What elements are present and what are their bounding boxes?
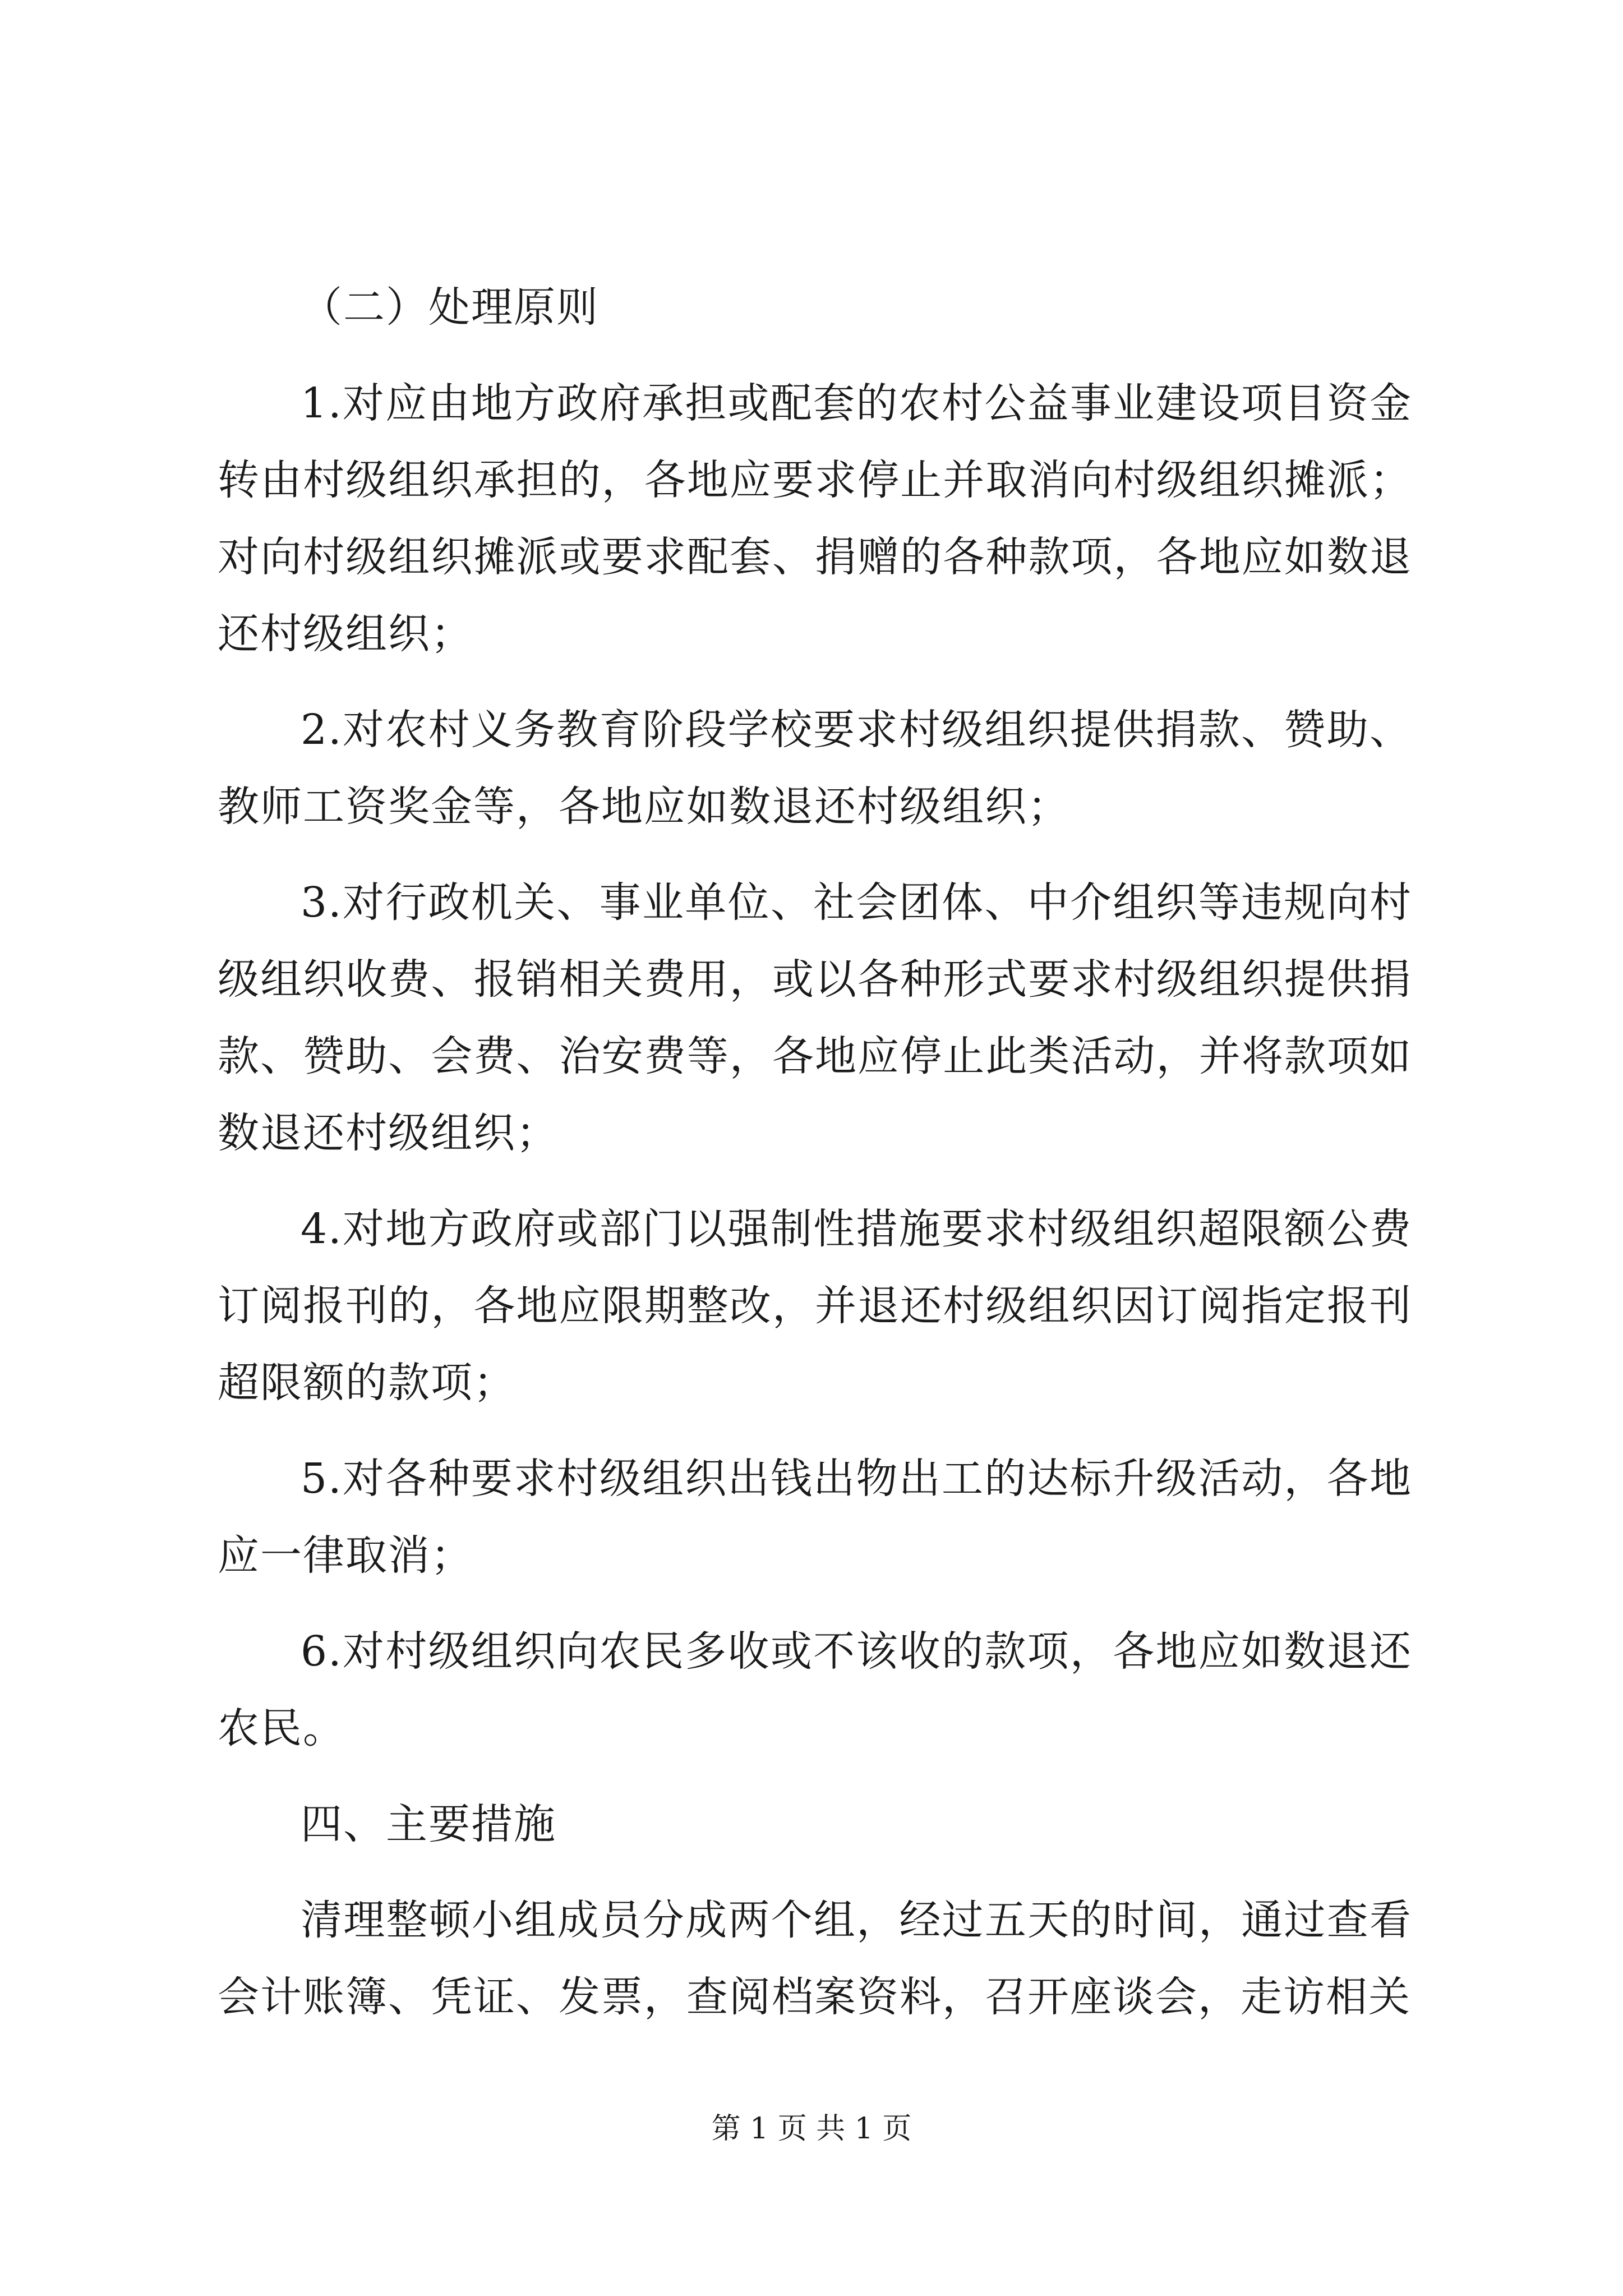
principle-item-6: 6.对村级组织向农民多收或不该收的款项，各地应如数退还农民。: [218, 1627, 1412, 1752]
principle-item-2: 2.对农村义务教育阶段学校要求村级组织提供捐款、赞助、教师工资奖金等，各地应如数退还村级组织；: [218, 706, 1412, 831]
principle-item-1: 1.对应由地方政府承担或配套的农村公益事业建设项目资金转由村级组织承担的，各地应要求停止并取消向村级组织摊派；对向村级组织摊派或要求配套、捐赠的各种款项，各地应如数退还村级组织；: [218, 379, 1412, 658]
measures-paragraph: 清理整顿小组成员分成两个组，经过五天的时间，通过查看会计账簿、凭证、发票，查阅档案资料，召开座谈会，走访相关: [218, 1896, 1412, 2021]
document-body: [218, 269, 1412, 2055]
page-footer: 第 1 页 共 1 页: [711, 2112, 912, 2146]
principle-item-5: 5.对各种要求村级组织出钱出物出工的达标升级活动，各地应一律取消；: [218, 1455, 1412, 1580]
principle-item-4: 4.对地方政府或部门以强制性措施要求村级组织超限额公费订阅报刊的，各地应限期整改，并退还村级组织因订阅指定报刊超限额的款项；: [218, 1205, 1412, 1407]
principle-item-3: 3.对行政机关、事业单位、社会团体、中介组织等违规向村级组织收费、报销相关费用，或以各种形式要求村级组织提供捐款、赞助、会费、治安费等，各地应停止此类活动，并将款项如数退还村级组织；: [218, 878, 1412, 1157]
section-heading-measures: 四、主要措施: [301, 1800, 556, 1848]
section-heading-principles: （二）处理原则: [301, 283, 599, 332]
